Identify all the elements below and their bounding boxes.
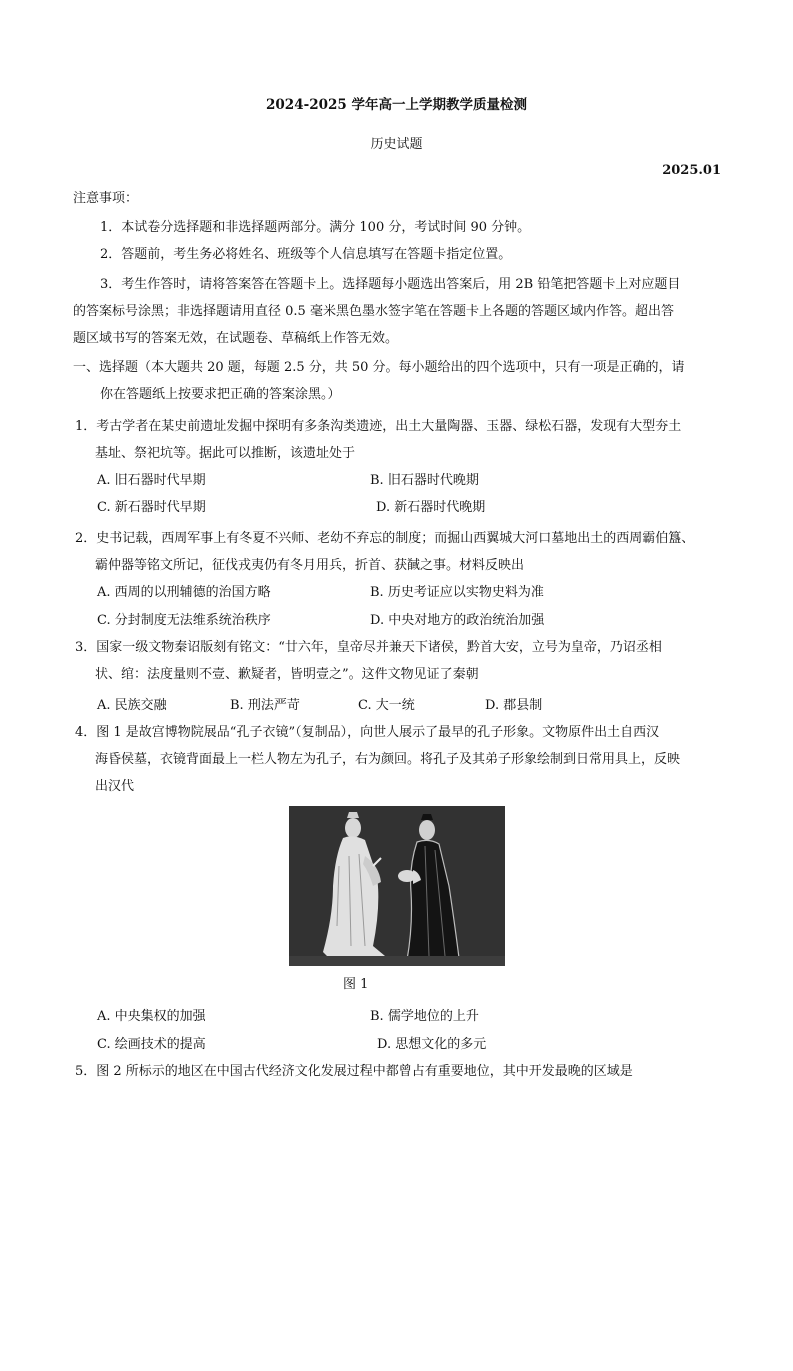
q4-stem-line2: 海昏侯墓，衣镜背面最上一栏人物左为孔子，右为颜回。将孔子及其弟子形象绘制到日常用具上，反映 (95, 752, 681, 767)
notice-item-3-line1: 3．考生作答时，请将答案答在答题卡上。选择题每小题选出答案后，用 2B 铅笔把答题卡上对应题目 (100, 277, 681, 292)
q3-option-c: C. 大一统 (358, 698, 415, 713)
q4-option-d: D. 思想文化的多元 (377, 1037, 487, 1052)
q3-option-b: B. 刑法严苛 (230, 698, 300, 713)
q4-stem-line1: 4．图 1 是故宫博物院展品“孔子衣镜”（复制品），向世人展示了最早的孔子形象。文物原件出土自西汉 (75, 725, 660, 740)
q3-stem-line1: 3．国家一级文物秦诏版刻有铭文：“廿六年，皇帝尽并兼天下诸侯，黔首大安，立号为皇帝，乃诏丞相 (75, 640, 662, 655)
q2-option-a: A. 西周的以刑辅德的治国方略 (97, 585, 271, 600)
figure-confucius-mirror (289, 806, 505, 966)
q1-option-d: D. 新石器时代晚期 (376, 500, 486, 515)
q2-option-d: D. 中央对地方的政治统治加强 (370, 613, 545, 628)
q4-option-c: C. 绘画技术的提高 (97, 1037, 206, 1052)
q2-option-c: C. 分封制度无法维系统治秩序 (97, 613, 271, 628)
notice-item-1: 1．本试卷分选择题和非选择题两部分。满分 100 分，考试时间 90 分钟。 (100, 220, 531, 235)
q2-option-b: B. 历史考证应以实物史料为准 (370, 585, 544, 600)
q4-stem-line3: 出汉代 (95, 779, 135, 794)
exam-date: 2025.01 (662, 163, 721, 178)
q2-stem-line1: 2．史书记载，西周军事上有冬夏不兴师、老幼不弃忘的制度；而掘山西翼城大河口墓地出土的西周霸伯簋、 (75, 531, 695, 546)
section-heading-line2: 你在答题纸上按要求把正确的答案涂黑。） (100, 387, 341, 402)
section-heading-line1: 一、选择题（本大题共 20 题，每题 2.5 分，共 50 分。每小题给出的四个选项中，只有一项是正确的，请 (73, 360, 685, 375)
q1-option-b: B. 旧石器时代晚期 (370, 473, 479, 488)
q3-option-a: A. 民族交融 (97, 698, 167, 713)
q4-option-a: A. 中央集权的加强 (97, 1009, 206, 1024)
q1-option-a: A. 旧石器时代早期 (97, 473, 206, 488)
q3-stem-line2: 状、绾：法度量则不壹、歉疑者，皆明壹之”。这件文物见证了秦朝 (95, 667, 479, 682)
notice-heading: 注意事项： (73, 191, 139, 206)
q1-option-c: C. 新石器时代早期 (97, 500, 206, 515)
q3-option-d: D. 郡县制 (485, 698, 543, 713)
figure-1-caption: 图 1 (343, 977, 369, 992)
exam-subtitle: 历史试题 (370, 137, 423, 152)
notice-item-3-line2: 的答案标号涂黑；非选择题请用直径 0.5 毫米黑色墨水签字笔在答题卡上各题的答题区域内作答。超出答 (73, 304, 674, 319)
q1-stem-line2: 基址、祭祀坑等。据此可以推断，该遗址处于 (95, 446, 356, 461)
q4-option-b: B. 儒学地位的上升 (370, 1009, 479, 1024)
confucius-painting-image (289, 806, 505, 966)
exam-title: 2024-2025 学年高一上学期教学质量检测 (266, 97, 527, 113)
notice-item-2: 2．答题前，考生务必将姓名、班级等个人信息填写在答题卡指定位置。 (100, 247, 512, 262)
q2-stem-line2: 霸仲器等铭文所记，征伐戎夷仍有冬月用兵，折首、获馘之事。材料反映出 (95, 558, 525, 573)
q5-stem-line1: 5．图 2 所标示的地区在中国古代经济文化发展过程中都曾占有重要地位，其中开发最晚的区域是 (75, 1064, 633, 1079)
q1-stem-line1: 1．考古学者在某史前遗址发掘中探明有多条沟类遗迹，出土大量陶器、玉器、绿松石器，发现有大型夯土 (75, 419, 682, 434)
notice-item-3-line3: 题区域书写的答案无效，在试题卷、草稿纸上作答无效。 (73, 331, 399, 346)
